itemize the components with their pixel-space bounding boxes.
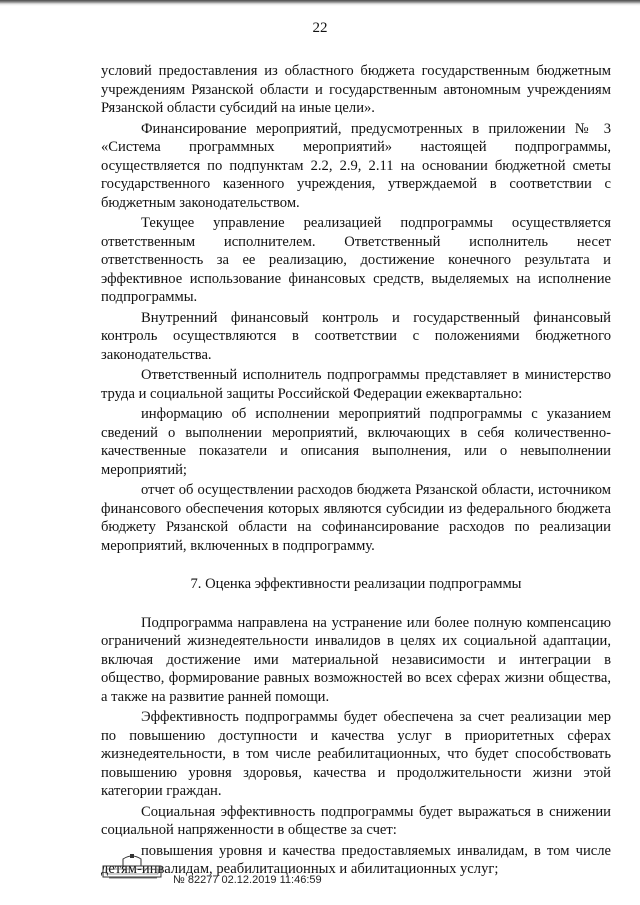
paragraph: Финансирование мероприятий, предусмотренных в приложении № 3 «Система программных мероприятий» настоящей подпрограммы, осуществляется по подпунктам 2.2, 2.9, 2.11 на основании бюджетной сметы государственного казенного учреждения, утверждаемой в соответствии с бюджетным законодательством. — [101, 120, 611, 211]
document-footer — [101, 852, 401, 892]
paragraph: Социальная эффективность подпрограммы будет выражаться в снижении социальной напряженности в обществе за счет: — [101, 803, 611, 838]
paragraph: Подпрограмма направлена на устранение или более полную компенсацию ограничений жизнедеятельности инвалидов в целях их социальной адаптации, включая достижение ими материальной независимости и интеграции в общество, формирование равных возможностей во всех сферах жизни общества, а также на развитие ранней помощи. — [101, 614, 611, 705]
paragraph: Ответственный исполнитель подпрограммы представляет в министерство труда и социальной защиты Российской Федерации ежеквартально: — [101, 367, 611, 402]
registry-stamp-icon — [101, 852, 171, 880]
scan-edge — [0, 0, 640, 6]
page-number: 22 — [312, 20, 328, 36]
paragraph: повышения уровня и качества предоставляемых инвалидам, в том числе детям-инвалидам, реабилитационных и абилитационных услуг; — [101, 842, 611, 877]
document-body — [101, 62, 611, 881]
paragraph: Внутренний финансовый контроль и государственный финансовый контроль осуществляются в соответствии с положениями бюджетного законодательства. — [101, 309, 611, 363]
paragraph: условий предоставления из областного бюджета государственным бюджетным учреждениям Рязанской области и государственным автономным учреждениям Рязанской области субсидий на иные цели». — [101, 63, 611, 116]
paragraph: отчет об осуществлении расходов бюджета Рязанской области, источником финансового обеспечения которых являются субсидии из федерального бюджета бюджету Рязанской области на софинансирование расходов по реализации мероприятий, включенных в подпрограмму. — [101, 482, 611, 554]
paragraph: Эффективность подпрограммы будет обеспечена за счет реализации мер по повышению доступности и качества услуг в приоритетных сферах жизнедеятельности, в том числе реабилитационных, что будет способствовать повышению уровня здоровья, качества и продолжительности жизни этой категории граждан. — [101, 709, 611, 799]
section-heading: 7. Оценка эффективности реализации подпрограммы — [190, 576, 522, 592]
document-registration-ref: № 82277 02.12.2019 11:46:59 — [173, 874, 322, 886]
paragraph: информацию об исполнении мероприятий подпрограммы с указанием сведений о выполнении мероприятий, включающих в себя количественно-качественные показатели и описания выполнения, или о невыполнении мероприятий; — [101, 406, 611, 478]
paragraph: Текущее управление реализацией подпрограммы осуществляется ответственным исполнителем. Ответственный исполнитель несет ответственность за ее реализацию, достижение конечного результата и эффективное использование финансовых средств, выделяемых на исполнение подпрограммы. — [101, 215, 611, 305]
